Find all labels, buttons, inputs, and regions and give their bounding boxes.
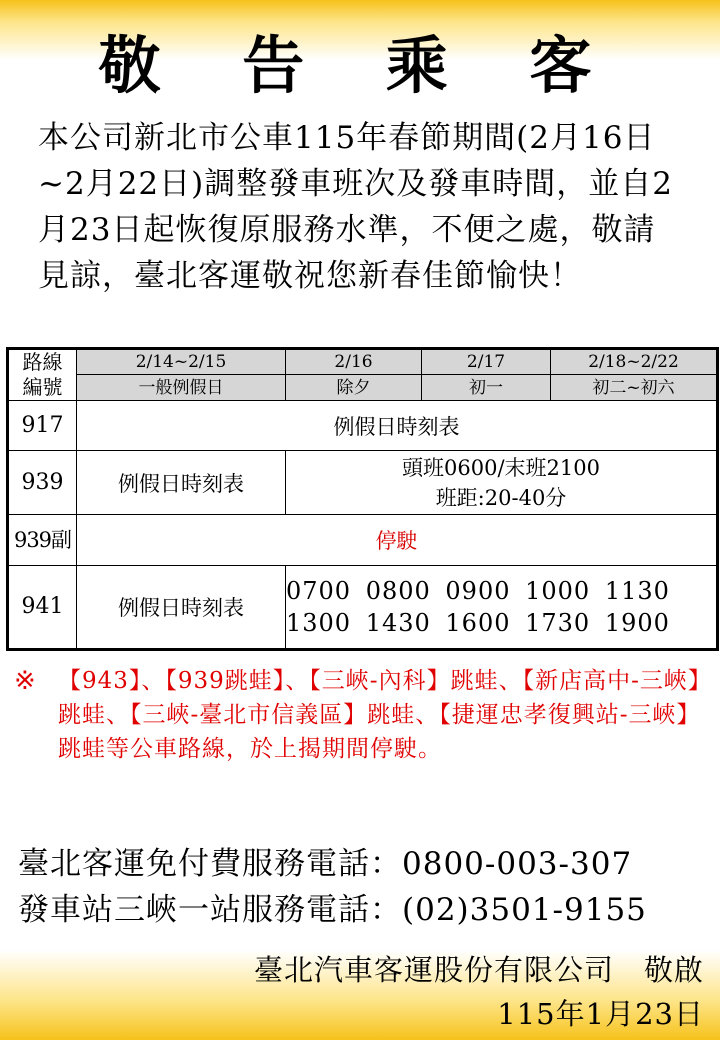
schedule-cell [286, 566, 718, 650]
date-header: 2/16 [286, 349, 422, 375]
station-phone: 發車站三峽一站服務電話：(02)3501-9155 [18, 892, 647, 928]
schedule-line: 0700 0800 0900 1000 1130 [286, 577, 670, 605]
route-number: 941 [8, 566, 77, 650]
schedule-line: 頭班0600/末班2100 [402, 455, 600, 480]
reference-mark: ※ [14, 666, 37, 696]
schedule-cell: 例假日時刻表 [77, 401, 718, 451]
table-row [8, 515, 718, 566]
day-header: 初一 [422, 375, 551, 401]
table-row [8, 401, 718, 451]
suspension-note [14, 664, 706, 766]
day-header: 一般例假日 [77, 375, 286, 401]
table-row [8, 566, 718, 650]
table-date-row [8, 349, 718, 375]
schedule-line: 1300 1430 1600 1730 1900 [286, 609, 670, 637]
schedule-table [6, 347, 719, 651]
date-header: 2/18~2/22 [551, 349, 718, 375]
status-cell: 停駛 [77, 515, 718, 566]
notice-title: 敬 告 乘 客 [98, 29, 622, 102]
table-row [8, 451, 718, 515]
date-header: 2/17 [422, 349, 551, 375]
schedule-cell [286, 451, 718, 515]
day-header: 除夕 [286, 375, 422, 401]
route-number: 939 [8, 451, 77, 515]
schedule-cell: 例假日時刻表 [77, 566, 286, 650]
notice-date: 115年1月23日 [497, 997, 704, 1031]
route-number: 939副 [8, 515, 77, 566]
suspension-note-text: 【943】、【939跳蛙】、【三峽-內科】跳蛙、【新店高中-三峽】跳蛙、【三峽-臺北市信義區】跳蛙、【捷運忠孝復興站-三峽】跳蛙等公車路線，於上揭期間停駛。 [58, 668, 701, 762]
schedule-line: 班距:20-40分 [435, 485, 567, 510]
table-day-row [8, 375, 718, 401]
date-header: 2/14~2/15 [77, 349, 286, 375]
intro-paragraph: 本公司新北市公車115年春節期間(2月16日~2月22日)調整發車班次及發車時間，並自2月23日起恢復原服務水準，不便之處，敬請見諒，臺北客運敬祝您新春佳節愉快！ [38, 120, 673, 294]
hotline-phone: 臺北客運免付費服務電話：0800-003-307 [18, 846, 633, 882]
company-signature: 臺北汽車客運股份有限公司 敬啟 [253, 953, 704, 987]
route-header-line1: 路線 [22, 350, 63, 374]
schedule-cell: 例假日時刻表 [77, 451, 286, 515]
day-header: 初二~初六 [551, 375, 718, 401]
route-header-line2: 編號 [22, 375, 63, 399]
route-header [8, 349, 77, 401]
route-number: 917 [8, 401, 77, 451]
